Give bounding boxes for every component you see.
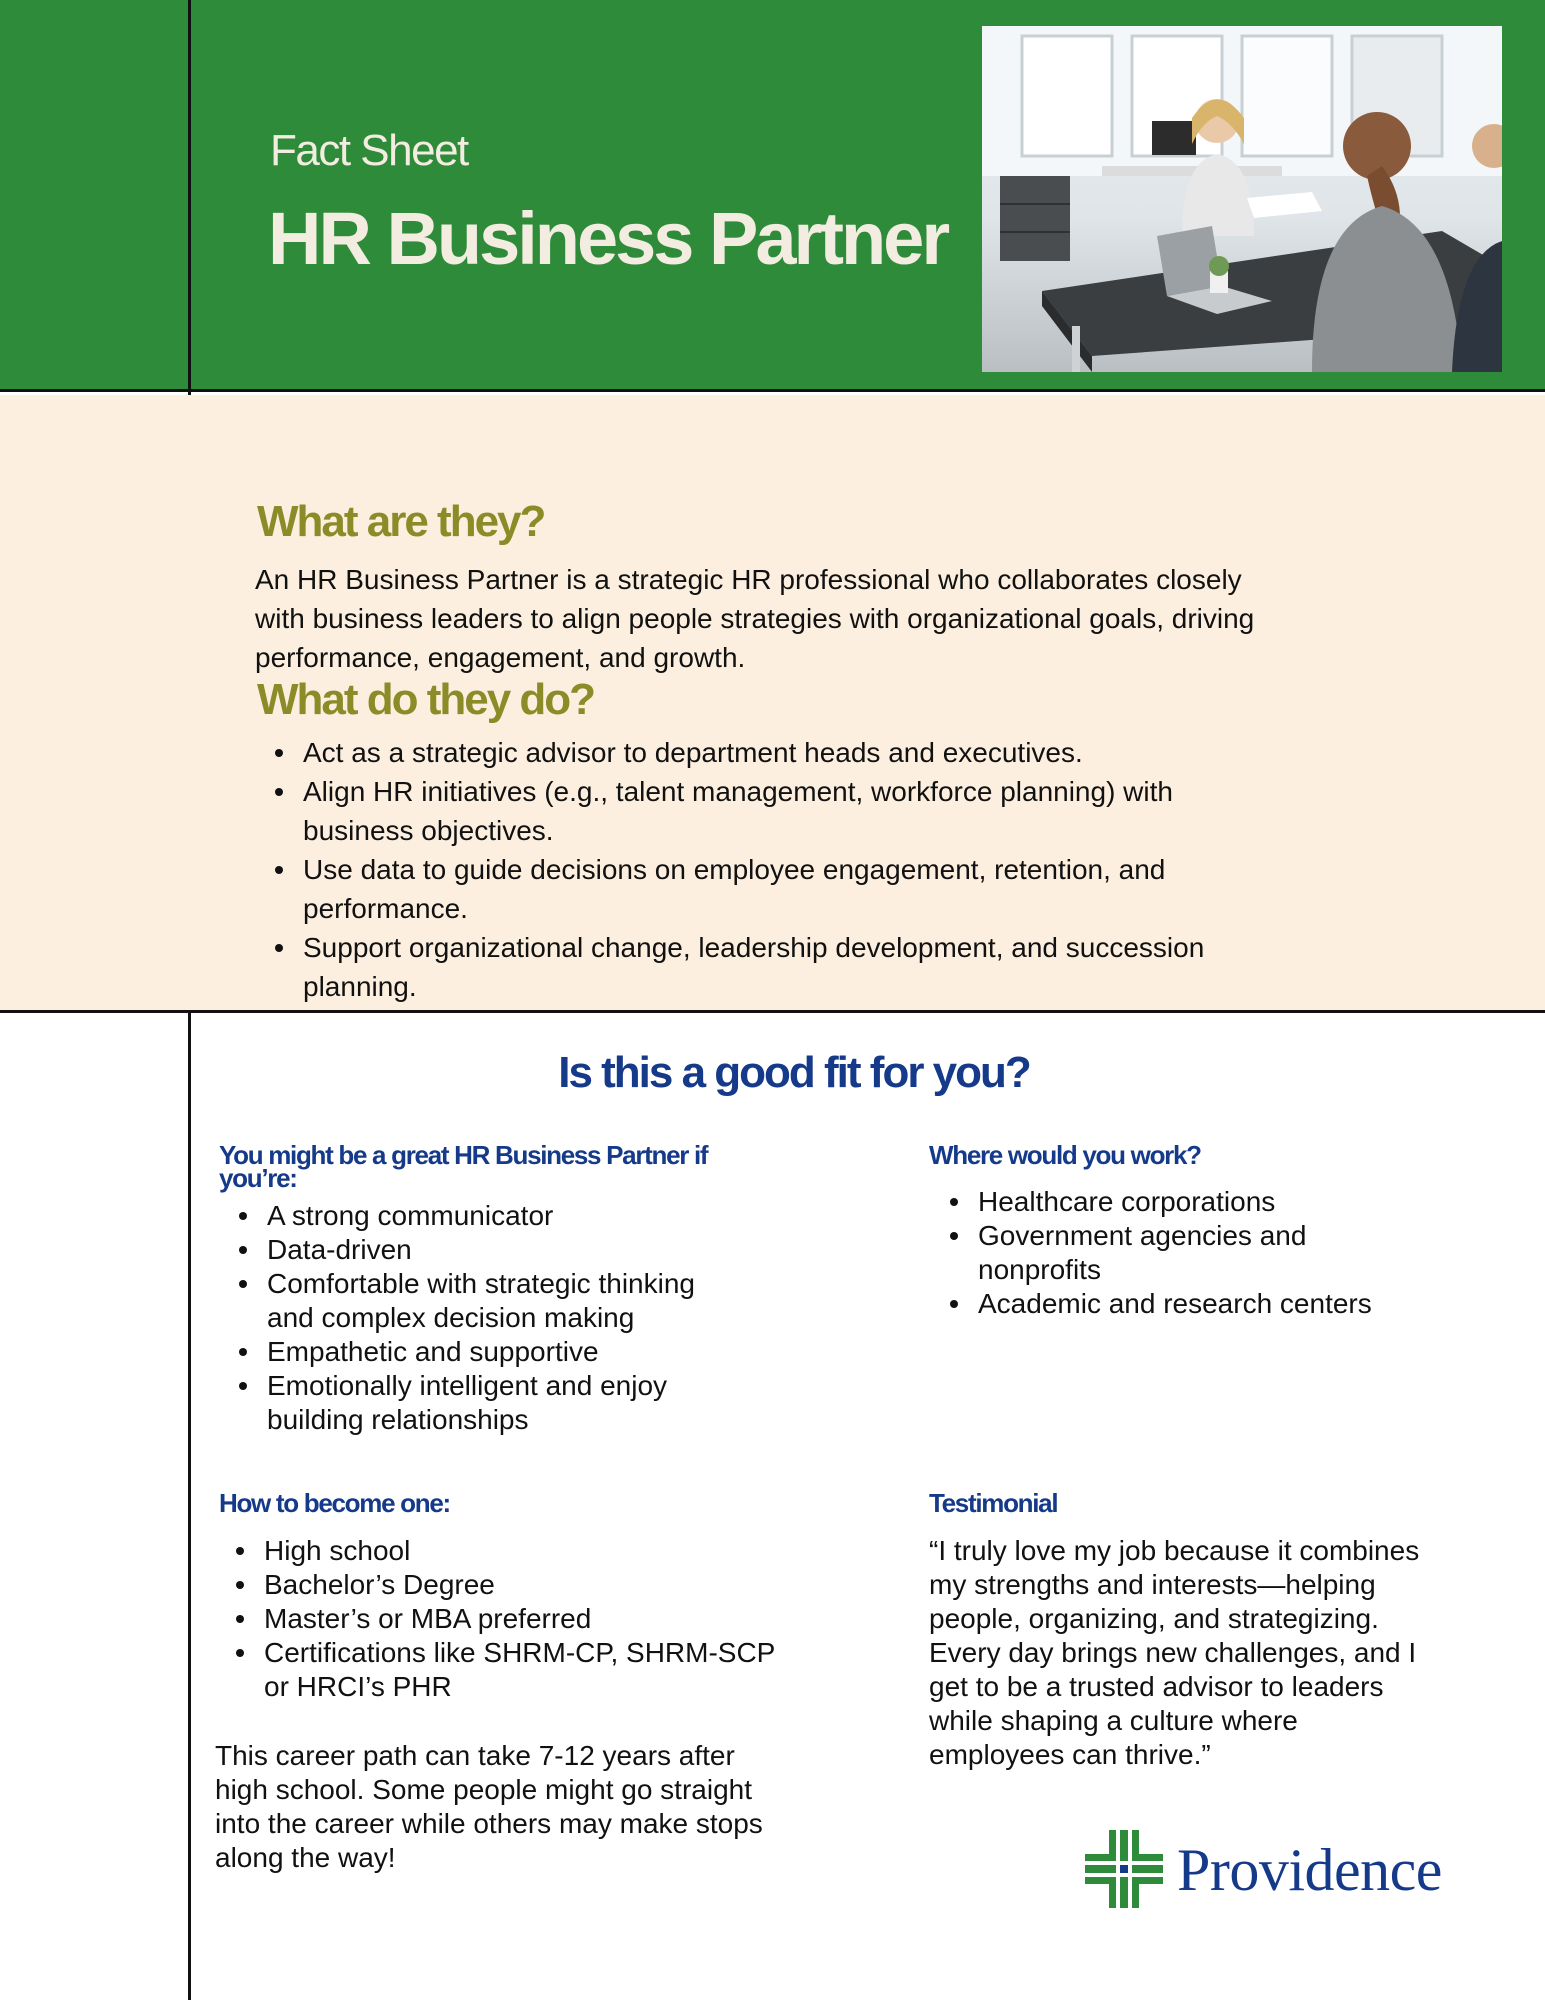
- duties-list: [303, 733, 1403, 1006]
- become-heading: How to become one:: [219, 1488, 450, 1518]
- text-line: Healthcare corporations: [978, 1186, 1276, 1217]
- text-line: This career path can take 7-12 years after: [215, 1740, 735, 1771]
- text-line: while shaping a culture where: [929, 1705, 1298, 1736]
- list-item: [264, 1568, 864, 1602]
- text-line: Government agencies and: [978, 1220, 1307, 1251]
- text-line: planning.: [303, 971, 417, 1002]
- text-line: nonprofits: [978, 1254, 1101, 1285]
- text-line: Every day brings new challenges, and I: [929, 1637, 1417, 1668]
- what-do-they-do-heading: What do they do?: [257, 675, 595, 724]
- text-line: my strengths and interests—helping: [929, 1569, 1376, 1600]
- list-item: [267, 1335, 827, 1369]
- page-title: HR Business Partner: [268, 197, 948, 280]
- list-item: [267, 1199, 827, 1233]
- text-line: get to be a trusted advisor to leaders: [929, 1671, 1384, 1702]
- text-line: high school. Some people might go straight: [215, 1774, 752, 1805]
- subtitle: Fact Sheet: [270, 126, 468, 175]
- workplaces-list: [978, 1185, 1498, 1321]
- list-item: [303, 733, 1403, 772]
- testimonial-heading: Testimonial: [929, 1488, 1058, 1518]
- list-item: [267, 1267, 827, 1335]
- list-item: [264, 1534, 864, 1568]
- logo-wordmark: Providence: [1177, 1837, 1442, 1903]
- text-line: performance.: [303, 893, 468, 924]
- list-item: [303, 772, 1403, 850]
- text-line: Bachelor’s Degree: [264, 1569, 495, 1600]
- what-are-they-text: [255, 560, 1455, 677]
- list-item: [978, 1185, 1498, 1219]
- providence-logo: [1085, 1830, 1485, 1910]
- traits-list: [267, 1199, 827, 1437]
- text-line: along the way!: [215, 1842, 396, 1873]
- text-line: building relationships: [267, 1404, 529, 1435]
- list-item: [978, 1219, 1498, 1287]
- text-line: Academic and research centers: [978, 1288, 1372, 1319]
- great-if-heading: [219, 1140, 779, 1193]
- list-item: [303, 850, 1403, 928]
- text-line: or HRCI’s PHR: [264, 1671, 452, 1702]
- text-line: employees can thrive.”: [929, 1739, 1211, 1770]
- career-path-note: [215, 1739, 855, 1875]
- text-line: Align HR initiatives (e.g., talent management, workforce planning) with: [303, 776, 1173, 807]
- text-line: into the career while others may make stops: [215, 1808, 763, 1839]
- text-line: with business leaders to align people strategies with organizational goals, driving: [255, 603, 1255, 634]
- where-heading: Where would you work?: [929, 1140, 1201, 1170]
- fit-heading: Is this a good fit for you?: [558, 1048, 1030, 1097]
- header-band: [0, 0, 1545, 392]
- text-line: Act as a strategic advisor to department heads and executives.: [303, 737, 1083, 768]
- heading-line: You might be a great HR Business Partner if: [219, 1140, 708, 1170]
- text-line: An HR Business Partner is a strategic HR professional who collaborates closely: [255, 564, 1242, 595]
- text-line: Emotionally intelligent and enjoy: [267, 1370, 668, 1401]
- text-line: Master’s or MBA preferred: [264, 1603, 592, 1634]
- list-item: [264, 1602, 864, 1636]
- text-line: Use data to guide decisions on employee engagement, retention, and: [303, 854, 1166, 885]
- heading-line: you’re:: [219, 1163, 297, 1193]
- education-list: [264, 1534, 864, 1704]
- list-item: [267, 1369, 827, 1437]
- text-line: Certifications like SHRM-CP, SHRM-SCP: [264, 1637, 776, 1668]
- list-item: [264, 1636, 864, 1704]
- list-item: [267, 1233, 827, 1267]
- what-are-they-heading: What are they?: [257, 497, 545, 546]
- text-line: High school: [264, 1535, 411, 1566]
- text-line: “I truly love my job because it combines: [929, 1535, 1420, 1566]
- text-line: business objectives.: [303, 815, 554, 846]
- list-item: [303, 928, 1403, 1006]
- text-line: people, organizing, and strategizing.: [929, 1603, 1379, 1634]
- text-line: performance, engagement, and growth.: [255, 642, 746, 673]
- testimonial-quote: [929, 1534, 1509, 1772]
- office-meeting-photo: [982, 26, 1502, 372]
- list-item: [978, 1287, 1498, 1321]
- text-line: A strong communicator: [267, 1200, 554, 1231]
- text-line: Support organizational change, leadership development, and succession: [303, 932, 1205, 963]
- text-line: Data-driven: [267, 1234, 412, 1265]
- providence-cross-icon: [1085, 1830, 1163, 1908]
- text-line: Comfortable with strategic thinking: [267, 1268, 695, 1299]
- text-line: Empathetic and supportive: [267, 1336, 599, 1367]
- text-line: and complex decision making: [267, 1302, 635, 1333]
